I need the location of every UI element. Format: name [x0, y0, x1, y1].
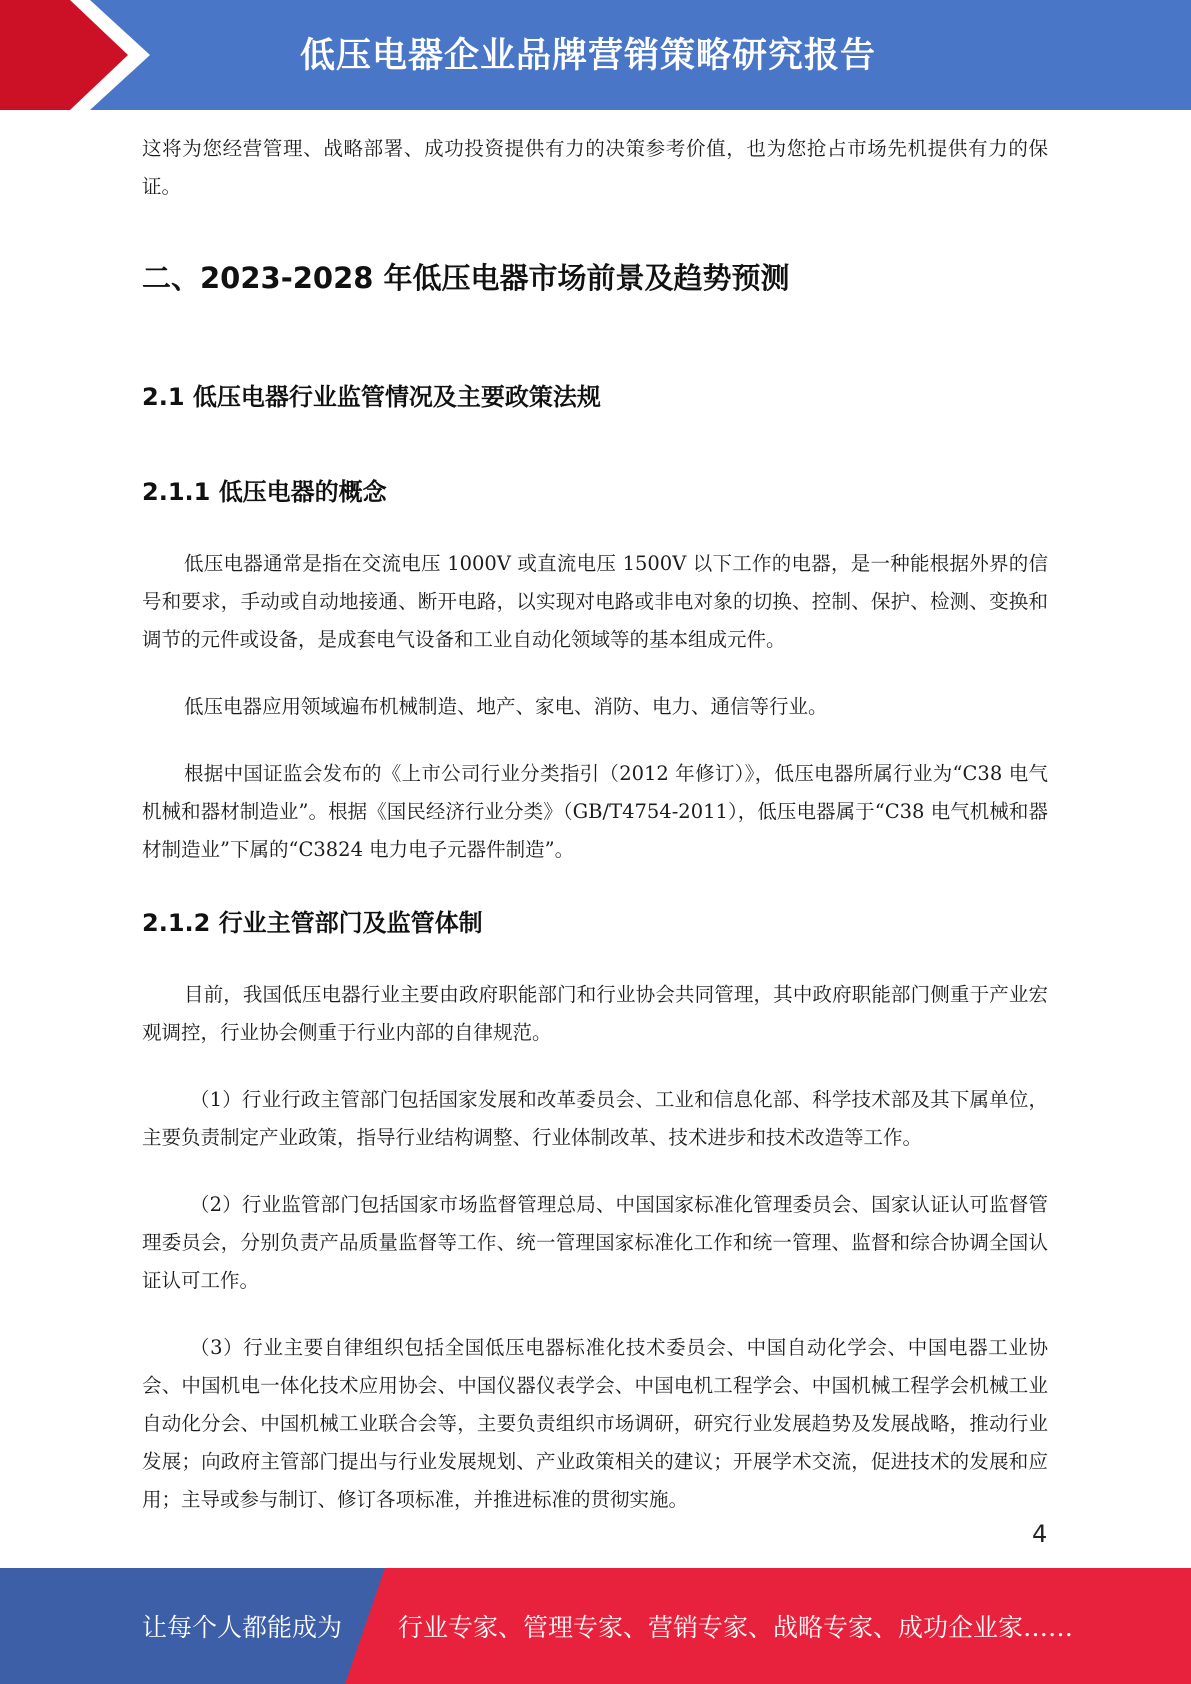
regulation-paragraph-4: （3）行业主要自律组织包括全国低压电器标准化技术委员会、中国自动化学会、中国电器工业协会、中国机电一体化技术应用协会、中国仪器仪表学会、中国电机工程学会、中国机械工程学会机械工业自动化分会、中国机械工业联合会等，主要负责组织市场调研，研究行业发展趋势及发展战略，推动行业发展；向政府主管部门提出与行业发展规划、产业政策相关的建议；开展学术交流，促进技术的发展和应用；主导或参与制订、修订各项标准，并推进标准的贯彻实施。 — [142, 1336, 1048, 1511]
intro-paragraph: 这将为您经营管理、战略部署、成功投资提供有力的决策参考价值，也为您抢占市场先机提供有力的保证。 — [142, 137, 1048, 198]
regulation-paragraph-1: 目前，我国低压电器行业主要由政府职能部门和行业协会共同管理，其中政府职能部门侧重于产业宏观调控，行业协会侧重于行业内部的自律规范。 — [142, 983, 1048, 1044]
footer-banner — [0, 1568, 1191, 1684]
page-content — [142, 130, 1048, 1519]
concept-heading: 2.1.1 低压电器的概念 — [142, 478, 387, 506]
regulation-paragraph-2: （1）行业行政主管部门包括国家发展和改革委员会、工业和信息化部、科学技术部及其下属单位，主要负责制定产业政策，指导行业结构调整、行业体制改革、技术进步和技术改造等工作。 — [142, 1088, 1048, 1149]
footer-slogan-right: 行业专家、管理专家、营销专家、战略专家、成功企业家…… — [398, 1613, 1074, 1642]
section-heading: 二、2023-2028 年低压电器市场前景及趋势预测 — [142, 261, 790, 295]
header-banner — [0, 0, 1191, 110]
report-title: 低压电器企业品牌营销策略研究报告 — [300, 36, 877, 76]
regulation-paragraph-3: （2）行业监管部门包括国家市场监督管理总局、中国国家标准化管理委员会、国家认证认可监督管理委员会，分别负责产品质量监督等工作、统一管理国家标准化工作和统一管理、监督和综合协调全国认证认可工作。 — [142, 1193, 1048, 1292]
subsection-heading: 2.1 低压电器行业监管情况及主要政策法规 — [142, 383, 601, 411]
page-number: 4 — [1032, 1520, 1048, 1548]
header-arrow-graphic — [0, 0, 160, 110]
concept-paragraph-3: 根据中国证监会发布的《上市公司行业分类指引（2012 年修订）》，低压电器所属行业为“C38 电气机械和器材制造业”。根据《国民经济行业分类》（GB/T4754-2011），低压电器属于“C38 电气机械和器材制造业”下属的“C3824 电力电子元器件制造”。 — [142, 762, 1048, 861]
footer-slogan-left: 让每个人都能成为 — [142, 1613, 343, 1642]
regulation-heading: 2.1.2 行业主管部门及监管体制 — [142, 909, 483, 937]
concept-paragraph-1: 低压电器通常是指在交流电压 1000V 或直流电压 1500V 以下工作的电器，是一种能根据外界的信号和要求，手动或自动地接通、断开电路，以实现对电路或非电对象的切换、控制、保护、检测、变换和调节的元件或设备，是成套电气设备和工业自动化领域等的基本组成元件。 — [142, 552, 1048, 651]
concept-paragraph-2: 低压电器应用领域遍布机械制造、地产、家电、消防、电力、通信等行业。 — [184, 695, 828, 718]
